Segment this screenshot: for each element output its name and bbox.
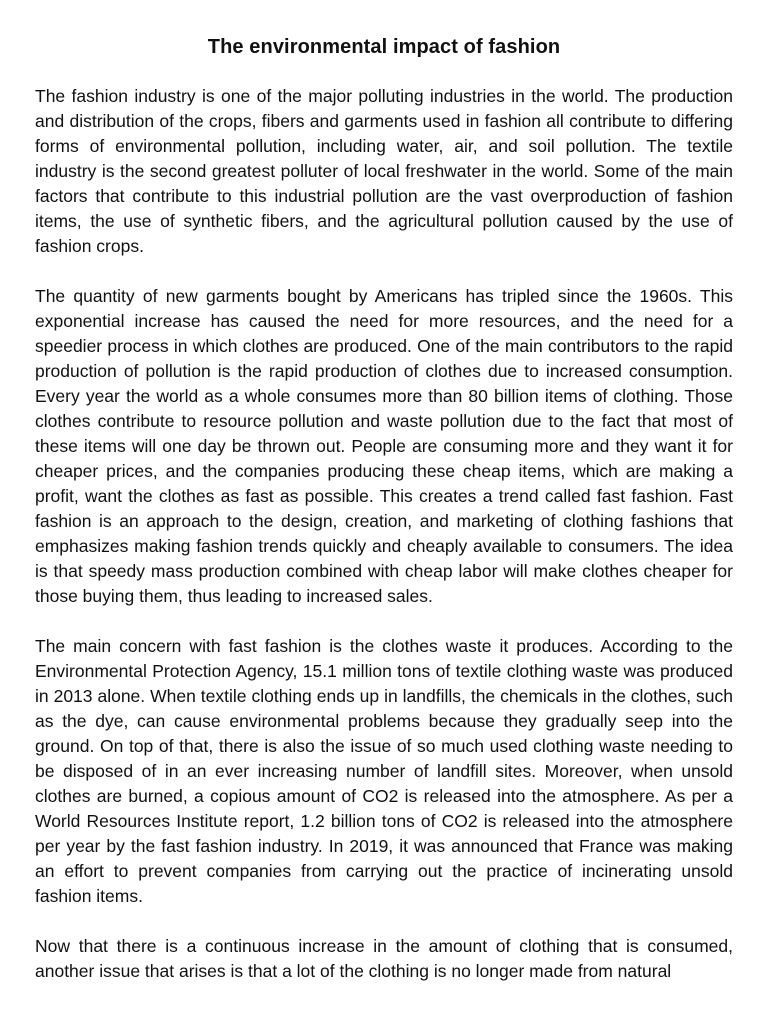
paragraph-2: The quantity of new garments bought by Americans has tripled since the 1960s. This exponential increase has caused the need for more resources, and the need for a speedier process in which clothes are produced. One of the main contributors to the rapid production of pollution is the rapid production of clothes due to increased consumption. Every year the world as a whole consumes more than 80 billion items of clothing. Those clothes contribute to resource pollution and waste pollution due to the fact that most of these items will one day be thrown out. People are consuming more and they want it for cheaper prices, and the companies producing these cheap items, which are making a profit, want the clothes as fast as possible. This creates a trend called fast fashion. Fast fashion is an approach to the design, creation, and marketing of clothing fashions that emphasizes making fashion trends quickly and cheaply available to consumers. The idea is that speedy mass production combined with cheap labor will make clothes cheaper for those buying them, thus leading to increased sales.	[35, 286, 733, 606]
paragraph-3: The main concern with fast fashion is the clothes waste it produces. According to the Environmental Protection Agency, 15.1 million tons of textile clothing waste was produced in 2013 alone. When textile clothing ends up in landfills, the chemicals in the clothes, such as the dye, can cause environmental problems because they gradually seep into the ground. On top of that, there is also the issue of so much used clothing waste needing to be disposed of in an ever increasing number of landfill sites. Moreover, when unsold clothes are burned, a copious amount of CO2 is released into the atmosphere. As per a World Resources Institute report, 1.2 billion tons of CO2 is released into the atmosphere per year by the fast fashion industry. In 2019, it was announced that France was making an effort to prevent companies from carrying out the practice of incinerating unsold fashion items.	[35, 636, 733, 906]
document-title: The environmental impact of fashion	[207, 36, 561, 58]
paragraph-1: The fashion industry is one of the major polluting industries in the world. The production and distribution of the crops, fibers and garments used in fashion all contribute to differing forms of environmental pollution, including water, air, and soil pollution. The textile industry is the second greatest polluter of local freshwater in the world. Some of the main factors that contribute to this industrial pollution are the vast overproduction of fashion items, the use of synthetic fibers, and the agricultural pollution caused by the use of fashion crops.	[35, 86, 733, 256]
document-page	[35, 0, 733, 984]
paragraph-4: Now that there is a continuous increase in the amount of clothing that is consumed, another issue that arises is that a lot of the clothing is no longer made from natural	[35, 936, 733, 981]
